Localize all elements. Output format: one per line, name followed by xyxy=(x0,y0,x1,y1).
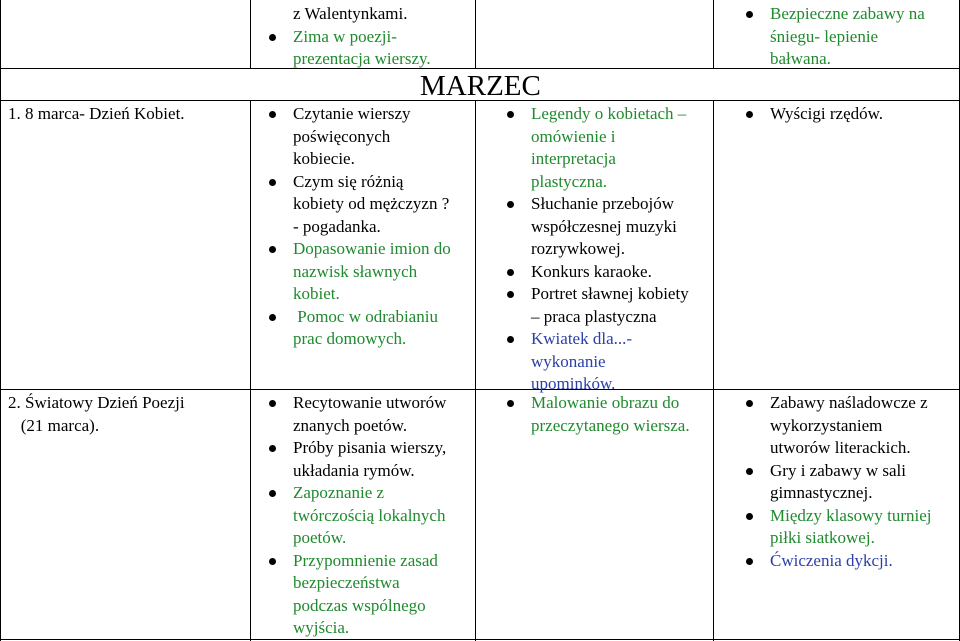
list-item-text: Między klasowy turniej piłki siatkowej. xyxy=(770,505,932,547)
list-item-text: Zabawy naśladowcze z wykorzystaniem utworów literackich. xyxy=(770,393,928,457)
bullet-icon xyxy=(507,269,514,276)
list-item-text: Zapoznanie z twórczością lokalnych poetów. xyxy=(293,483,446,547)
list-item xyxy=(531,103,689,193)
women-day-activities-list xyxy=(293,103,451,351)
women-day-art-list xyxy=(531,103,689,396)
list-item xyxy=(770,392,931,460)
bullet-icon xyxy=(507,400,514,407)
poetry-day-activities-list xyxy=(293,392,446,640)
list-item xyxy=(293,103,451,171)
bullet-icon xyxy=(269,179,276,186)
list-item xyxy=(770,550,931,573)
bullet-icon xyxy=(746,111,753,118)
list-item xyxy=(293,550,446,640)
event-women-day: 1. 8 marca- Dzień Kobiet. xyxy=(8,104,185,123)
bullet-icon xyxy=(269,445,276,452)
list-item xyxy=(770,505,931,550)
list-item xyxy=(293,392,446,437)
bullet-icon xyxy=(507,291,514,298)
list-item xyxy=(770,3,925,71)
bullet-icon xyxy=(269,400,276,407)
list-item xyxy=(531,261,689,284)
list-item xyxy=(293,171,451,239)
list-item xyxy=(293,306,451,351)
bullet-icon xyxy=(507,336,514,343)
month-heading: MARZEC xyxy=(420,70,541,102)
list-item-text: Portret sławnej kobiety – praca plastyczna xyxy=(531,284,689,326)
bullet-icon xyxy=(269,246,276,253)
list-item-text: Zima w poezji- prezentacja wierszy. xyxy=(293,26,431,68)
bullet-icon xyxy=(746,513,753,520)
row-top-col4-list xyxy=(770,3,925,71)
list-item xyxy=(293,437,446,482)
list-item-text: Bezpieczne zabawy na śniegu- lepienie bałwana. xyxy=(770,4,925,68)
list-item xyxy=(293,3,431,26)
bullet-icon xyxy=(746,468,753,475)
list-item xyxy=(293,26,431,71)
list-item-text: Malowanie obrazu do przeczytanego wiersza. xyxy=(531,393,690,435)
list-item-text: Czym się różnią kobiety od mężczyzn ? - pogadanka. xyxy=(293,171,450,236)
list-item-text: Legendy o kobietach – omówienie i interpretacja plastyczna. xyxy=(531,104,687,191)
list-item-text: Ćwiczenia dykcji. xyxy=(770,550,893,570)
list-item-text: Próby pisania wierszy, układania rymów. xyxy=(293,438,447,480)
list-item xyxy=(293,238,451,306)
list-item-text: Słuchanie przebojów współczesnej muzyki rozrywkowej. xyxy=(531,194,677,258)
list-item-text: Konkurs karaoke. xyxy=(531,261,652,281)
table-border-bottom xyxy=(0,639,960,640)
list-item-text: Pomoc w odrabianiu prac domowych. xyxy=(293,306,438,348)
bullet-icon xyxy=(507,201,514,208)
row-divider xyxy=(0,389,960,390)
list-item-text: Czytanie wierszy poświęconych kobiecie. xyxy=(293,104,411,168)
list-item-text: Recytowanie utworów znanych poetów. xyxy=(293,393,447,435)
bullet-icon xyxy=(746,558,753,565)
list-item-text: Gry i zabawy w sali gimnastycznej. xyxy=(770,460,906,502)
list-item-text: Dopasowanie imion do nazwisk sławnych kobiet. xyxy=(293,239,451,303)
poetry-day-art-list xyxy=(531,392,690,437)
women-day-sport-list xyxy=(770,103,883,126)
list-item-text: z Walentynkami. xyxy=(293,4,408,23)
poetry-day-sport-list xyxy=(770,392,931,572)
bullet-icon xyxy=(507,111,514,118)
bullet-icon xyxy=(746,11,753,18)
list-item-text: Kwiatek dla...- wykonanie upominków. xyxy=(531,329,633,393)
row-top-col2-list xyxy=(293,3,431,71)
bullet-icon xyxy=(269,314,276,321)
event-poetry-day: 2. Światowy Dzień Poezji (21 marca). xyxy=(8,393,185,435)
bullet-icon xyxy=(269,34,276,41)
list-item-text: Wyścigi rzędów. xyxy=(770,104,884,123)
bullet-icon xyxy=(269,558,276,565)
bullet-icon xyxy=(269,111,276,118)
list-item xyxy=(531,193,689,261)
list-item xyxy=(531,283,689,328)
bullet-icon xyxy=(746,400,753,407)
list-item xyxy=(770,460,931,505)
list-item-text: Przypomnienie zasad bezpieczeństwa podczas wspólnego wyjścia. xyxy=(293,550,438,637)
bullet-icon xyxy=(269,490,276,497)
list-item xyxy=(531,328,689,396)
list-item xyxy=(293,482,446,550)
list-item xyxy=(770,103,883,126)
list-item xyxy=(531,392,690,437)
